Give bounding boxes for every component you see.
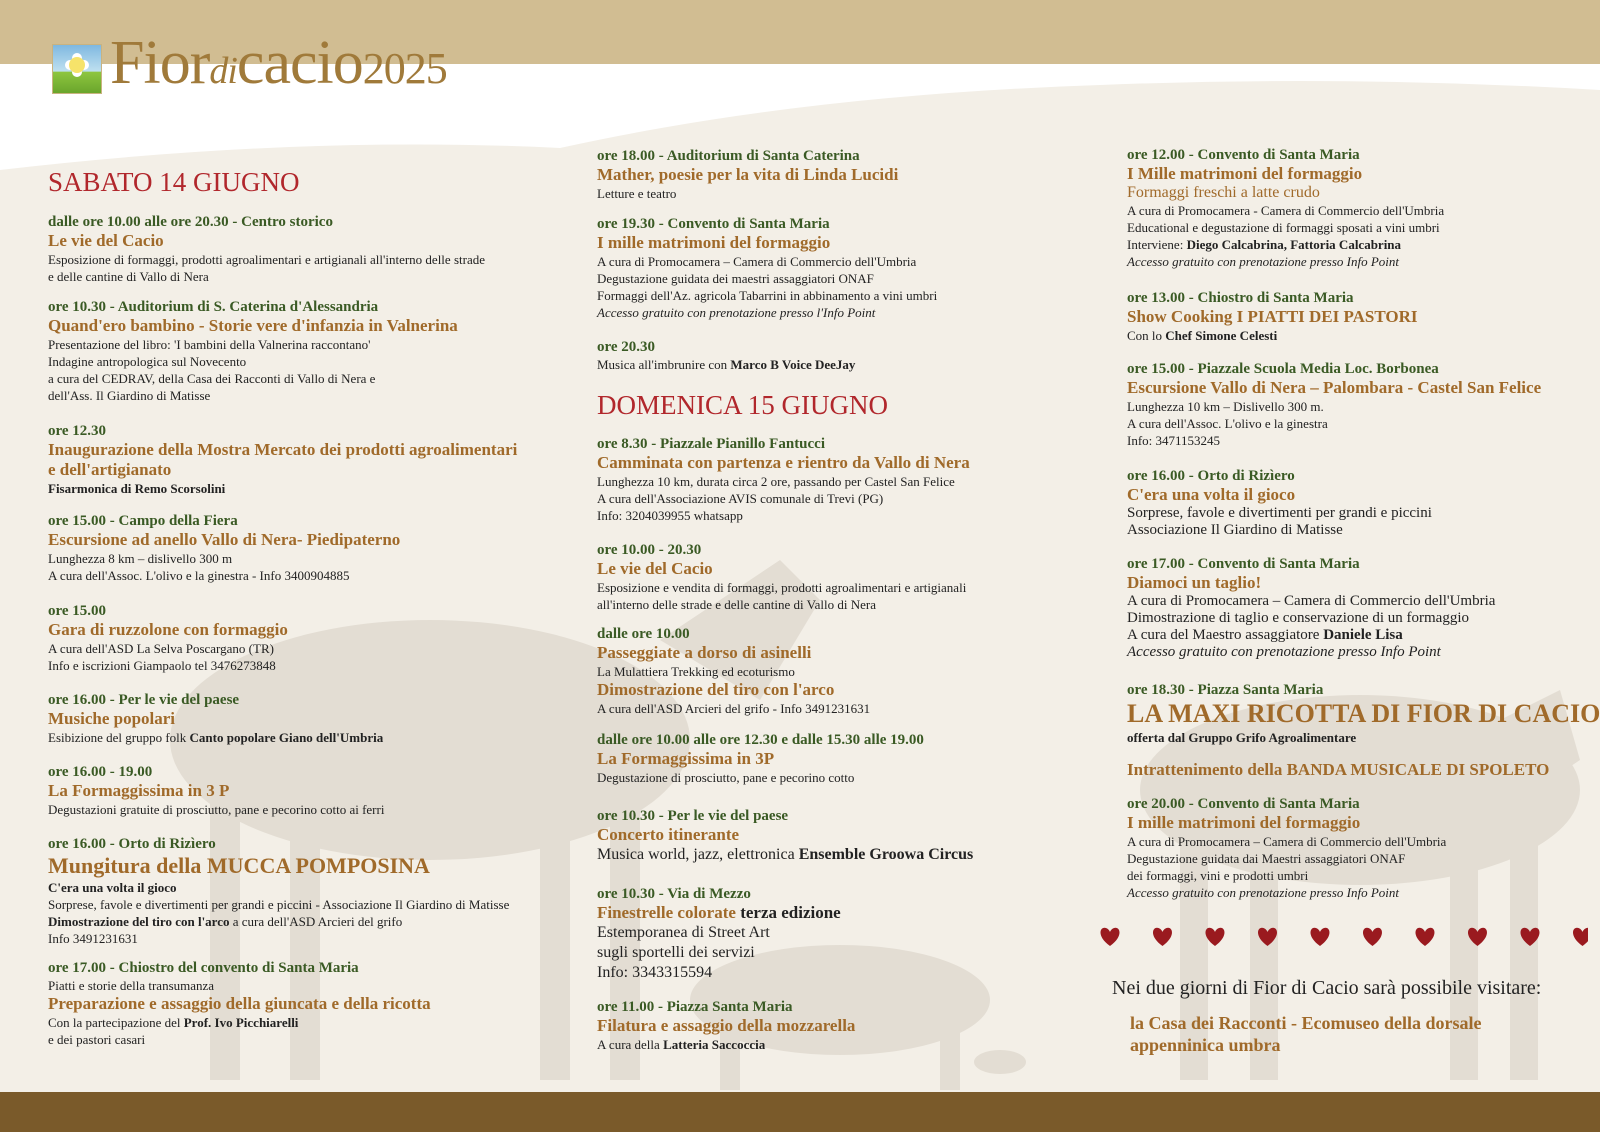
event-highlight: Dimostrazione del tiro con l'arco (48, 914, 230, 929)
event-item (597, 436, 970, 524)
event-desc: Esibizione del gruppo folk (48, 730, 190, 745)
event-item (48, 214, 485, 285)
logo-title-cacio: cacio (236, 29, 363, 97)
event-desc: A cura dell'ASD Arcieri del grifo - Info 3491231631 (597, 701, 871, 716)
event-desc: Degustazione guidata dei maestri assaggiatori ONAF (597, 271, 874, 286)
event-item (48, 423, 517, 497)
event-item (1127, 556, 1495, 661)
event-name: La Formaggissima in 3P (597, 749, 775, 768)
event-time: dalle ore 10.00 alle ore 12.30 e dalle 15.30 alle 19.00 (597, 732, 924, 748)
event-item (597, 808, 973, 865)
event-item (597, 148, 898, 202)
event-time: ore 18.00 - Auditorium di Santa Caterina (597, 148, 860, 164)
event-info: Info 3491231631 (48, 931, 138, 946)
event-time: ore 12.00 - Convento di Santa Maria (1127, 147, 1360, 163)
event-item (1127, 361, 1541, 449)
event-info: Info: 3471153245 (1127, 433, 1221, 448)
event-guest: Daniele Lisa (1323, 627, 1403, 643)
event-desc: Con lo (1127, 328, 1166, 343)
event-name: Show Cooking I PIATTI DEI PASTORI (1127, 307, 1418, 326)
event-guest: Prof. Ivo Picchiarelli (183, 1015, 299, 1030)
heart-icon (1416, 928, 1435, 946)
event-pre: Piatti e storie della transumanza (48, 978, 215, 993)
event-performer: Canto popolare Giano dell'Umbria (189, 730, 384, 745)
event-name: I mille matrimoni del formaggio (1127, 813, 1361, 832)
bottom-band (0, 1092, 1600, 1132)
event-subtitle: Formaggi freschi a latte crudo (1127, 184, 1320, 201)
heart-icon (1573, 928, 1588, 946)
event-subtitle: C'era una volta il gioco (48, 880, 177, 895)
event-item (1127, 468, 1432, 539)
event-name: Gara di ruzzolone con formaggio (48, 620, 288, 639)
event-name-line2: e dell'artigianato (48, 460, 172, 479)
event-name: I Mille matrimoni del formaggio (1127, 164, 1363, 183)
event-name: C'era una volta il gioco (1127, 485, 1296, 504)
event-item (597, 999, 855, 1053)
event-name: I mille matrimoni del formaggio (597, 233, 831, 252)
event-performer: Fisarmonica di Remo Scorsolini (48, 481, 226, 496)
event-desc: dei formaggi, vini e prodotti umbri (1127, 868, 1309, 883)
event-name: Musiche popolari (48, 709, 176, 728)
event-time: ore 10.30 - Per le vie del paese (597, 808, 789, 824)
event-time: ore 17.00 - Chiostro del convento di Santa Maria (48, 960, 359, 976)
event-time: ore 20.30 (597, 339, 656, 355)
event-time: ore 8.30 - Piazzale Pianillo Fantucci (597, 436, 826, 452)
day-heading-sunday: DOMENICA 15 GIUGNO (597, 390, 888, 420)
event-item (1127, 760, 1549, 780)
heart-icon (1153, 928, 1172, 946)
event-time: ore 15.00 - Campo della Fiera (48, 513, 238, 529)
event-item (597, 216, 937, 321)
event-booking-note: Accesso gratuito con prenotazione presso Info Point (1127, 254, 1400, 269)
event-time: ore 11.00 - Piazza Santa Maria (597, 999, 793, 1015)
event-organizer: Latteria Saccoccia (663, 1037, 766, 1052)
event-time: ore 16.00 - Orto di Rizìero (1127, 468, 1295, 484)
event-name: Diamoci un taglio! (1127, 573, 1262, 592)
event-desc: Con la partecipazione del (48, 1015, 184, 1030)
event-desc: A cura di Promocamera – Camera di Commercio dell'Umbria (597, 254, 917, 269)
event-name: Intrattenimento della BANDA MUSICALE DI SPOLETO (1127, 760, 1550, 779)
event-item (48, 603, 288, 674)
event-desc: Degustazione di prosciutto, pane e pecorino cotto (597, 770, 855, 785)
event-desc: A cura della (597, 1037, 664, 1052)
event-name: Inaugurazione della Mostra Mercato dei prodotti agroalimentari (48, 440, 518, 459)
event-desc: Lunghezza 8 km – dislivello 300 m (48, 551, 233, 566)
event-name: Escursione Vallo di Nera – Palombara - Castel San Felice (1127, 378, 1542, 397)
event-item (48, 836, 509, 947)
event-desc: A cura di Promocamera - Camera di Commercio dell'Umbria (1127, 203, 1445, 218)
event-item (1127, 796, 1446, 901)
heart-icon (1258, 928, 1277, 946)
event-name-featured: LA MAXI RICOTTA DI FIOR DI CACIO (1127, 699, 1600, 728)
event-item (48, 764, 384, 818)
event-desc: Sorprese, favole e divertimenti per grandi e piccini (1127, 505, 1432, 521)
event-name: Mungitura della MUCCA POMPOSINA (48, 853, 430, 878)
event-desc: Sorprese, favole e divertimenti per grandi e piccini - Associazione Il Giardino di Matisse (48, 897, 510, 912)
daisy-logo-icon (52, 44, 102, 94)
heart-icon (1363, 928, 1382, 946)
event-desc: Musica world, jazz, elettronica (597, 846, 799, 863)
event-desc: Esposizione di formaggi, prodotti agroalimentari e artigianali all'interno delle strade (48, 252, 485, 267)
event-desc: A cura di Promocamera – Camera di Commercio dell'Umbria (1127, 593, 1496, 609)
event-name: Escursione ad anello Vallo di Nera- Piedipaterno (48, 530, 401, 549)
event-time: ore 19.30 - Convento di Santa Maria (597, 216, 830, 232)
event-item (48, 692, 383, 746)
event-desc: Lunghezza 10 km, durata circa 2 ore, passando per Castel San Felice (597, 474, 955, 489)
visit-link[interactable]: la Casa dei Racconti - Ecomuseo della dorsale appenninica umbra (1130, 1013, 1482, 1055)
event-desc: A cura del Maestro assaggiatore (1127, 627, 1324, 643)
event-item (1127, 147, 1444, 270)
logo-year: 2025 (362, 44, 447, 93)
event-desc: a cura dell'ASD Arcieri del grifo (229, 914, 403, 929)
event-desc: A cura dell'Assoc. L'olivo e la ginestra - Info 3400904885 (48, 568, 350, 583)
event-time: dalle ore 10.00 alle ore 20.30 - Centro storico (48, 214, 333, 230)
event-desc: Presentazione del libro: 'I bambini della Valnerina raccontano' (48, 337, 371, 352)
event-booking-note: Accesso gratuito con prenotazione presso Info Point (1127, 644, 1441, 660)
event-name: Concerto itinerante (597, 825, 740, 844)
event-item (48, 960, 431, 1048)
event-desc: Estemporanea di Street Art (597, 924, 770, 941)
event-performer: Marco B Voice DeeJay (730, 357, 856, 372)
event-desc: Degustazione guidata dai Maestri assaggiatori ONAF (1127, 851, 1406, 866)
event-name: Preparazione e assaggio della giuncata e della ricotta (48, 994, 431, 1013)
event-guest: Chef Simone Celesti (1165, 328, 1278, 343)
event-item (597, 732, 924, 786)
heart-icon (1101, 928, 1120, 946)
festival-logo (52, 29, 447, 106)
event-desc: Indagine antropologica sul Novecento (48, 354, 247, 369)
event-desc: Formaggi dell'Az. agricola Tabarrini in abbinamento a vini umbri (597, 288, 938, 303)
logo-title (110, 28, 447, 106)
event-time: ore 17.00 - Convento di Santa Maria (1127, 556, 1360, 572)
event-sponsor: offerta dal Gruppo Grifo Agroalimentare (1127, 730, 1357, 745)
visit-info: Nei due giorni di Fior di Cacio sarà possibile visitare: (1112, 977, 1542, 999)
event-guest: Diego Calcabrina, Fattoria Calcabrina (1186, 237, 1402, 252)
hearts-divider (1098, 924, 1588, 950)
event-desc: Educational e degustazione di formaggi sposati a vini umbri (1127, 220, 1440, 235)
event-desc: Info: 3204039955 whatsapp (597, 508, 743, 523)
event-time: dalle ore 10.00 (597, 626, 690, 642)
event-item (48, 513, 400, 584)
event-desc: A cura dell'Associazione AVIS comunale di Trevi (PG) (597, 491, 884, 506)
event-booking-note: Accesso gratuito con prenotazione presso l'Info Point (597, 305, 876, 320)
event-desc: Degustazioni gratuite di prosciutto, pane e pecorino cotto ai ferri (48, 802, 385, 817)
event-time: ore 16.00 - 19.00 (48, 764, 153, 780)
event-name: Finestrelle colorate (597, 903, 736, 922)
event-item (597, 339, 855, 373)
event-performer: Ensemble Groowa Circus (798, 846, 974, 863)
event-time: ore 10.30 - Auditorium di S. Caterina d'Alessandria (48, 299, 379, 315)
event-time: ore 16.00 - Per le vie del paese (48, 692, 240, 708)
event-item (48, 299, 458, 404)
event-desc: all'interno delle strade e delle cantine di Vallo di Nera (597, 597, 876, 612)
event-desc: Letture e teatro (597, 186, 677, 201)
event-item (597, 886, 841, 983)
event-time: ore 12.30 (48, 423, 107, 439)
event-item (1127, 682, 1600, 746)
event-time: ore 18.30 - Piazza Santa Maria (1127, 682, 1324, 698)
event-desc: a cura del CEDRAV, della Casa dei Racconti di Vallo di Nera e (48, 371, 376, 386)
event-time: ore 16.00 - Orto di Rizìero (48, 836, 216, 852)
event-desc: Dimostrazione di taglio e conservazione di un formaggio (1127, 610, 1469, 626)
event-name: Camminata con partenza e rientro da Vallo di Nera (597, 453, 970, 472)
event-desc: Associazione Il Giardino di Matisse (1127, 522, 1343, 538)
event-desc: A cura dell'Assoc. L'olivo e la ginestra (1127, 416, 1328, 431)
event-desc: Musica all'imbrunire con (597, 357, 731, 372)
heart-icon (1311, 928, 1330, 946)
day-heading-saturday: SABATO 14 GIUGNO (48, 167, 300, 197)
event-name: Le vie del Cacio (48, 231, 164, 250)
event-info: Info: 3343315594 (597, 964, 713, 981)
event-name-secondary: Dimostrazione del tiro con l'arco (597, 680, 835, 699)
event-time: ore 10.00 - 20.30 (597, 542, 702, 558)
event-desc: La Mulattiera Trekking ed ecoturismo (597, 664, 795, 679)
event-desc: Esposizione e vendita di formaggi, prodotti agroalimentari e artigianali (597, 580, 967, 595)
event-name: Le vie del Cacio (597, 559, 713, 578)
event-desc: dell'Ass. Il Giardino di Matisse (48, 388, 211, 403)
event-item (597, 626, 870, 717)
event-name: Passeggiate a dorso di asinelli (597, 643, 812, 662)
event-item (597, 542, 966, 613)
event-time: ore 10.30 - Via di Mezzo (597, 886, 751, 902)
event-time: ore 20.00 - Convento di Santa Maria (1127, 796, 1360, 812)
heart-icon (1521, 928, 1540, 946)
heart-icon (1468, 928, 1487, 946)
event-time: ore 15.00 - Piazzale Scuola Media Loc. Borbonea (1127, 361, 1439, 377)
event-desc: Lunghezza 10 km – Dislivello 300 m. (1127, 399, 1324, 414)
event-edition: terza edizione (735, 903, 841, 922)
event-item (1127, 290, 1418, 344)
event-desc: Info e iscrizioni Giampaolo tel 3476273848 (48, 658, 276, 673)
event-booking-note: Accesso gratuito con prenotazione presso Info Point (1127, 885, 1400, 900)
logo-title-fior: Fior (110, 29, 210, 97)
event-name: La Formaggissima in 3 P (48, 781, 230, 800)
event-desc: e delle cantine di Vallo di Nera (48, 269, 209, 284)
event-name: Filatura e assaggio della mozzarella (597, 1016, 856, 1035)
event-time: ore 13.00 - Chiostro di Santa Maria (1127, 290, 1354, 306)
heart-icon (1206, 928, 1225, 946)
event-time: ore 15.00 (48, 603, 107, 619)
event-desc: e dei pastori casari (48, 1032, 146, 1047)
event-desc: sugli sportelli dei servizi (597, 944, 755, 961)
event-name: Mather, poesie per la vita di Linda Lucidi (597, 165, 899, 184)
event-name: Quand'ero bambino - Storie vere d'infanzia in Valnerina (48, 316, 458, 335)
logo-title-di: di (209, 50, 237, 92)
event-desc: Interviene: (1127, 237, 1187, 252)
event-desc: A cura dell'ASD La Selva Poscargano (TR) (48, 641, 274, 656)
event-desc: A cura di Promocamera – Camera di Commercio dell'Umbria (1127, 834, 1447, 849)
